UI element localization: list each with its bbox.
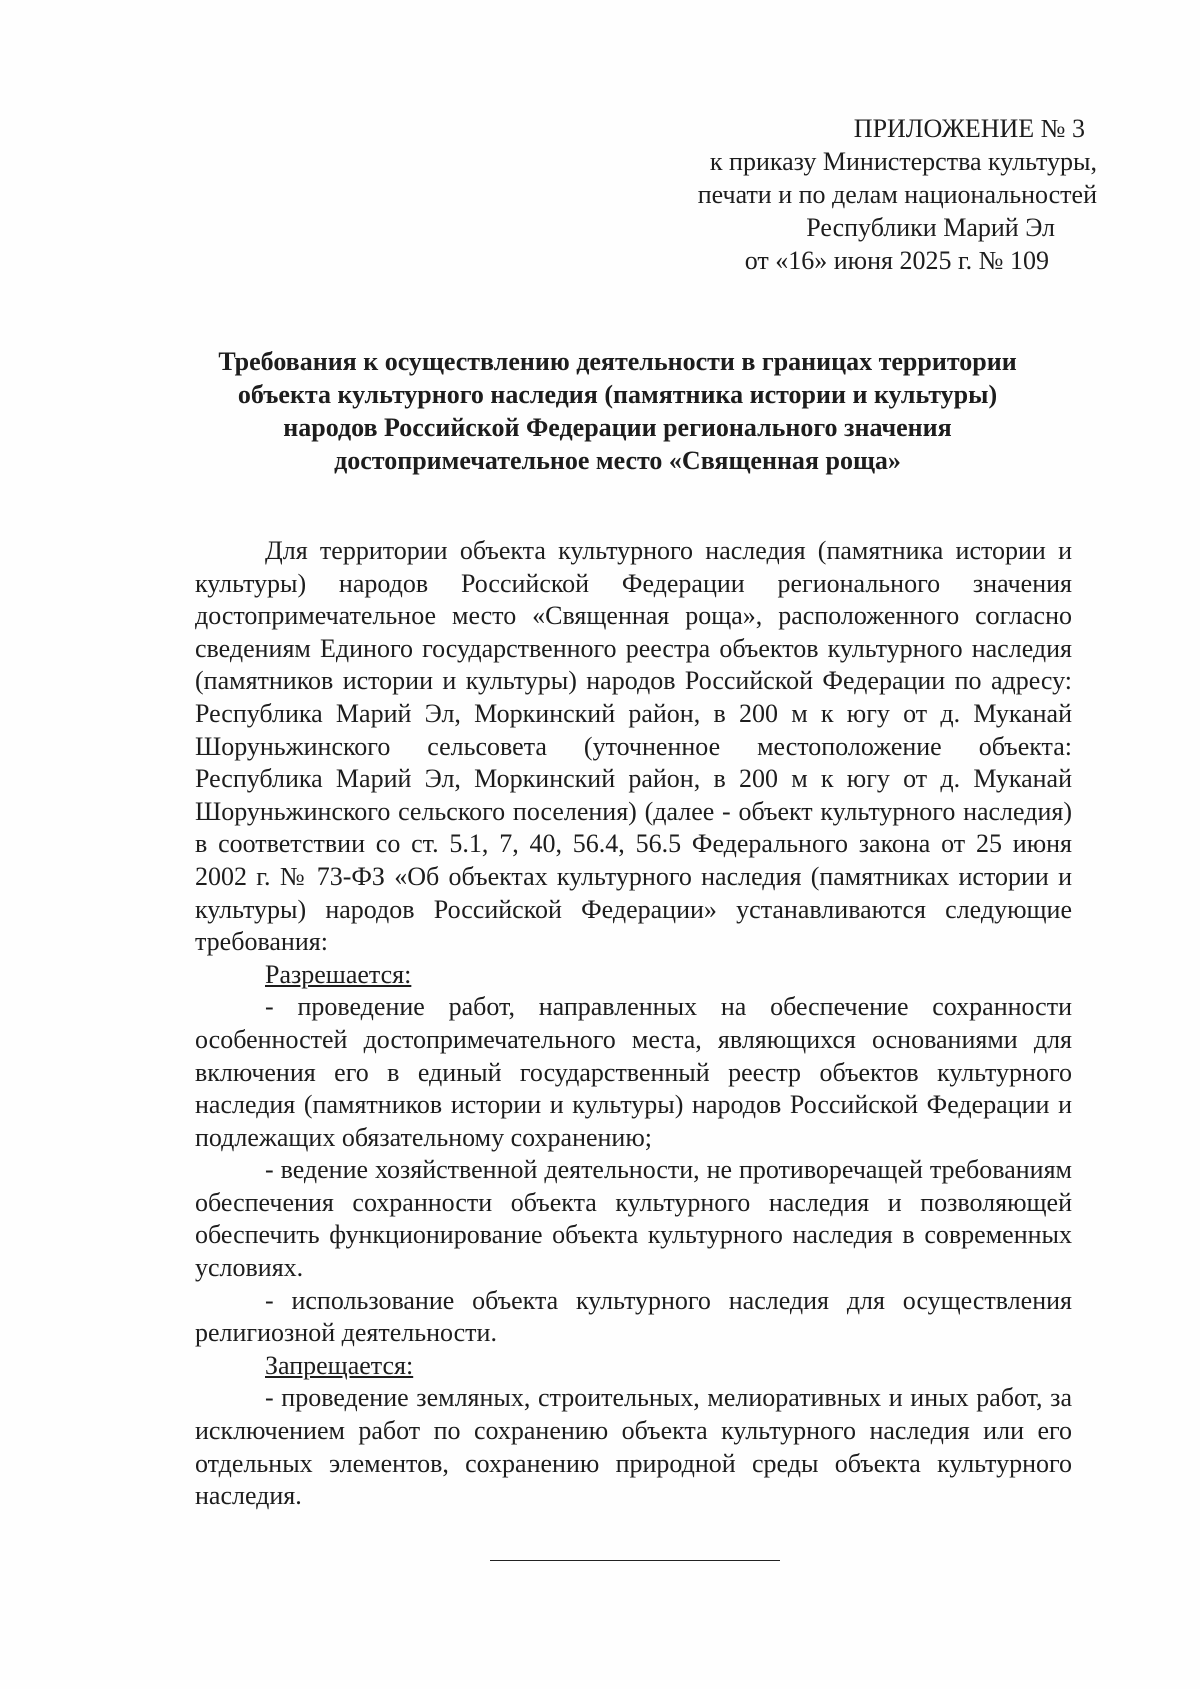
annex-republic-line: Республики Марий Эл <box>806 213 1055 242</box>
annex-order-line: к приказу Министерства культуры, <box>709 147 1097 176</box>
allowed-heading-text: Разрешается: <box>265 959 412 989</box>
document-body <box>195 535 1072 1513</box>
document-title-line: народов Российской Федерации регионального значения <box>283 413 952 442</box>
forbidden-heading-text: Запрещается: <box>265 1350 414 1380</box>
annex-ministry-line: печати и по делам национальностей <box>697 180 1097 209</box>
allowed-item: - проведение работ, направленных на обеспечение сохранности особенностей достопримечательного места, являющихся основаниями для включения его в единый государственный реестр объектов культурного наследия (памятников истории и культуры) народов Российской Федерации и подлежащих обязательному сохранению; <box>195 992 1072 1152</box>
annex-date-number: от «16» июня 2025 г. № 109 <box>744 246 1049 275</box>
document-title <box>150 345 1085 477</box>
document-title-line: Требования к осуществлению деятельности в границах территории <box>218 347 1017 376</box>
forbidden-item: - проведение земляных, строительных, мелиоративных и иных работ, за исключением работ по сохранению объекта культурного наследия или его отдельных элементов, сохранению природной среды объекта культурного наследия. <box>195 1383 1072 1511</box>
allowed-item: - ведение хозяйственной деятельности, не противоречащей требованиям обеспечения сохранности объекта культурного наследия и позволяющей обеспечить функционирование объекта культурного наследия в современных условиях. <box>195 1155 1072 1283</box>
document-title-line: объекта культурного наследия (памятника истории и культуры) <box>237 380 998 409</box>
intro-paragraph: Для территории объекта культурного наследия (памятника истории и культуры) народов Российской Федерации регионального значения достопримечательное место «Священная роща», расположенного согласно сведениям Единого государственного реестра объектов культурного наследия (памятников истории и культуры) народов Российской Федерации по адресу: Республика Марий Эл, Моркинский район, в 200 м к югу от д. Муканай Шоруньжинского сельсовета (уточненное местоположение объекта: Республика Марий Эл, Моркинский район, в 200 м к югу от д. Муканай Шоруньжинского сельского поселения) (далее - объект культурного наследия) в соответствии со ст. 5.1, 7, 40, 56.4, 56.5 Федерального закона от 25 июня 2002 г. № 73-ФЗ «Об объектах культурного наследия (памятниках истории и культуры) народов Российской Федерации» устанавливаются следующие требования: <box>195 536 1072 957</box>
annex-block <box>537 112 1097 277</box>
allowed-item: - использование объекта культурного наследия для осуществления религиозной деятельности. <box>195 1285 1072 1348</box>
allowed-heading <box>195 959 1072 992</box>
forbidden-heading <box>195 1350 1072 1383</box>
annex-title: ПРИЛОЖЕНИЕ № 3 <box>853 114 1085 143</box>
document-title-line: достопримечательное место «Священная роща» <box>334 446 901 475</box>
end-of-document-rule <box>490 1560 780 1561</box>
